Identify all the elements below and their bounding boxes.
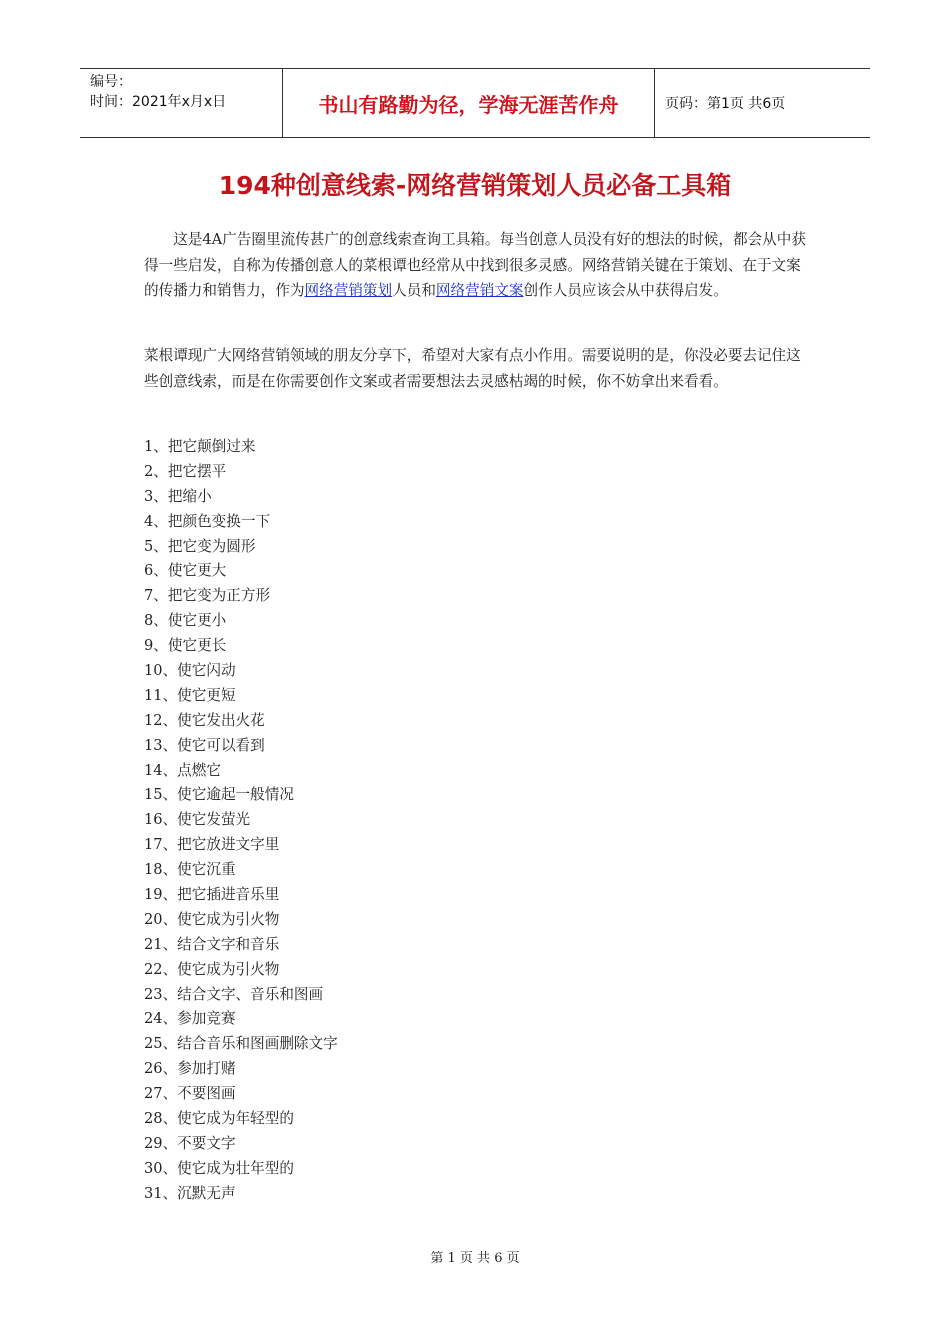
document-number-label: 编号：: [90, 74, 132, 90]
list-item: 2、把它摆平: [144, 462, 227, 480]
list-item: 15、使它逾起一般情况: [144, 786, 294, 804]
intro-text-1c: 创作人员应该会从中获得启发。: [523, 282, 728, 299]
document-time-label: 时间：2021年x月x日: [90, 94, 227, 110]
list-item: 30、使它成为壮年型的: [144, 1159, 294, 1177]
document-title: 194种创意线索-网络营销策划人员必备工具箱: [218, 171, 732, 200]
list-item: 10、使它闪动: [144, 662, 236, 680]
list-item: 6、使它更大: [144, 562, 227, 580]
idea-list: [144, 435, 338, 1207]
page-footer: 第 1 页 共 6 页: [430, 1251, 520, 1266]
list-item: 14、点燃它: [144, 761, 221, 779]
list-item: 12、使它发出火花: [144, 711, 265, 729]
list-item: 29、不要文字: [144, 1134, 236, 1152]
list-item: 31、沉默无声: [144, 1184, 236, 1202]
link-network-marketing-planning[interactable]: 网络营销策划: [304, 282, 393, 299]
list-item: 9、使它更长: [144, 637, 227, 655]
header-table: [80, 68, 870, 138]
list-item: 19、把它插进音乐里: [144, 886, 280, 904]
list-item: 11、使它更短: [144, 686, 236, 704]
list-item: 13、使它可以看到: [144, 736, 265, 754]
list-item: 8、使它更小: [144, 612, 227, 630]
intro-text-1b: 人员和: [392, 282, 436, 299]
header-motto: 书山有路勤为径，学海无涯苦作舟: [282, 69, 655, 137]
link-network-marketing-copywriting[interactable]: 网络营销文案: [435, 282, 524, 299]
list-item: 5、把它变为圆形: [144, 537, 256, 555]
list-item: 26、参加打赌: [144, 1060, 236, 1078]
list-item: 16、使它发萤光: [144, 811, 251, 829]
intro-paragraph-1: [144, 227, 810, 304]
list-item: 21、结合文字和音乐: [144, 935, 280, 953]
list-item: 22、使它成为引火物: [144, 960, 280, 978]
header-page-info: 页码：第1页 共6页: [665, 96, 786, 112]
header-meta: [80, 69, 282, 137]
list-item: 3、把缩小: [144, 487, 212, 505]
list-item: 24、参加竞赛: [144, 1010, 236, 1028]
list-item: 25、结合音乐和图画删除文字: [144, 1035, 338, 1053]
list-item: 1、把它颠倒过来: [144, 438, 256, 455]
intro-paragraph-2: 菜根谭现广大网络营销领域的朋友分享下，希望对大家有点小作用。需要说明的是，你没必要去记住这些创意线索，而是在你需要创作文案或者需要想法去灵感枯竭的时候，你不妨拿出来看看。: [144, 347, 801, 390]
list-item: 18、使它沉重: [144, 861, 236, 879]
list-item: 28、使它成为年轻型的: [144, 1110, 294, 1128]
list-item: 7、把它变为正方形: [144, 587, 271, 605]
list-item: 17、把它放进文字里: [144, 836, 280, 854]
intro-text-1a: 这是4A广告圈里流传甚广的创意线索查询工具箱。每当创意人员没有好的想法的时候，都会从中获得一些启发，自称为传播创意人的菜根谭也经常从中找到很多灵感。网络营销关键在于策划、在于文案的传播力和销售力，作为: [144, 231, 806, 299]
list-item: 23、结合文字、音乐和图画: [144, 985, 324, 1003]
list-item: 20、使它成为引火物: [144, 910, 280, 928]
list-item: 4、把颜色变换一下: [144, 512, 271, 530]
list-item: 27、不要图画: [144, 1085, 236, 1103]
